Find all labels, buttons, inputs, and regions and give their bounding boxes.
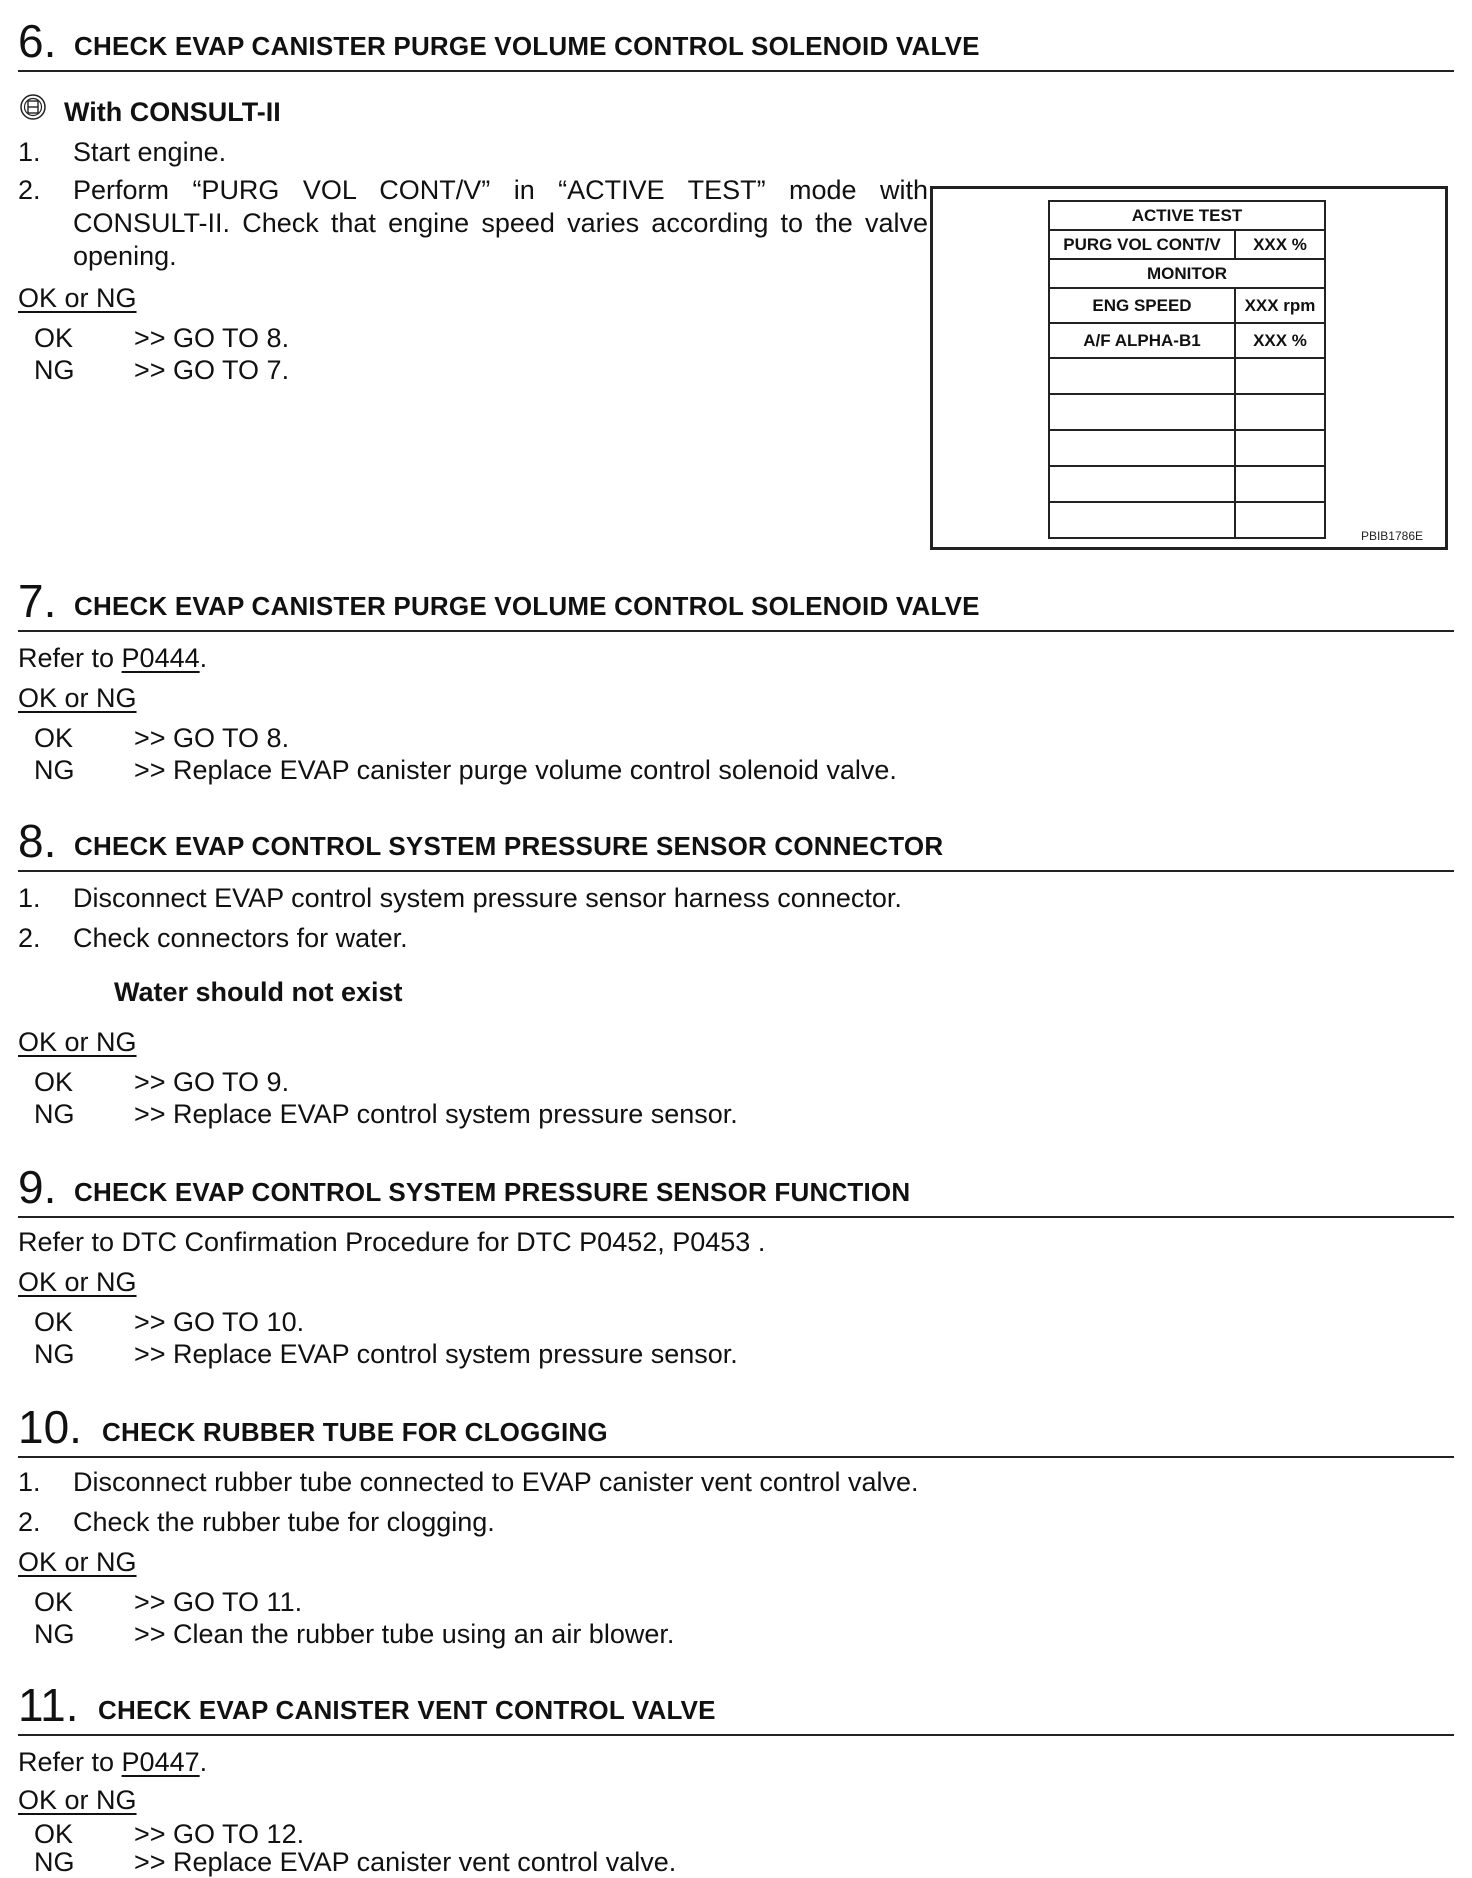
step-11-ok-or-ng: OK or NG [18, 1785, 137, 1815]
step-10-ok-or-ng: OK or NG [18, 1547, 137, 1577]
step-10-ng-label: NG [34, 1619, 75, 1649]
empty-cell [1235, 430, 1325, 466]
step-6-item-2-text: Perform “PURG VOL CONT/V” in “ACTIVE TEST” mode with CONSULT-II. Check that engine speed varies according to the valve opening. [73, 175, 928, 271]
step-7-refer [18, 642, 207, 674]
step-11-refer [18, 1746, 207, 1778]
p0447-link[interactable]: P0447 [121, 1747, 200, 1777]
step-10-title: CHECK RUBBER TUBE FOR CLOGGING [102, 1417, 608, 1447]
purg-vol-cont-value: XXX % [1235, 230, 1325, 259]
step-10-item-2-number: 2. [18, 1507, 41, 1537]
step-7-ok-or-ng: OK or NG [18, 683, 137, 713]
empty-cell [1049, 502, 1235, 538]
step-6-item-1-number: 1. [18, 137, 41, 167]
step-7-ng-action: >> Replace EVAP canister purge volume control solenoid valve. [134, 755, 897, 785]
af-alpha-value: XXX % [1235, 323, 1325, 358]
step-11-ok-action: >> GO TO 12. [134, 1819, 305, 1849]
step-10-ng-action: >> Clean the rubber tube using an air blower. [134, 1619, 675, 1649]
step-8-ok-or-ng: OK or NG [18, 1027, 137, 1057]
step-8-title: CHECK EVAP CONTROL SYSTEM PRESSURE SENSOR CONNECTOR [74, 831, 944, 861]
step-6-ng-action: >> GO TO 7. [134, 355, 290, 385]
step-10-item-2-text: Check the rubber tube for clogging. [73, 1507, 495, 1537]
step-7-ok-action: >> GO TO 8. [134, 723, 290, 753]
step-10-item-1-number: 1. [18, 1467, 41, 1497]
empty-cell [1049, 466, 1235, 502]
step-7-title: CHECK EVAP CANISTER PURGE VOLUME CONTROL SOLENOID VALVE [74, 591, 980, 621]
step-7-refer-suffix: . [199, 643, 208, 673]
step-6-header [18, 8, 1454, 72]
purg-vol-cont-label: PURG VOL CONT/V [1049, 230, 1235, 259]
step-8-item-1-number: 1. [18, 883, 41, 913]
step-8-item-1-text: Disconnect EVAP control system pressure sensor harness connector. [73, 883, 902, 913]
step-8-ok-action: >> GO TO 9. [134, 1067, 290, 1097]
step-8-ok-label: OK [34, 1067, 74, 1097]
step-10-ok-label: OK [34, 1587, 74, 1617]
step-8-ng-label: NG [34, 1099, 75, 1129]
step-9-title: CHECK EVAP CONTROL SYSTEM PRESSURE SENSOR FUNCTION [74, 1177, 911, 1207]
step-9-ok-or-ng: OK or NG [18, 1267, 137, 1297]
step-9-header [18, 1154, 1454, 1218]
step-11-ng-action: >> Replace EVAP canister vent control valve. [134, 1847, 677, 1877]
eng-speed-label: ENG SPEED [1049, 288, 1235, 323]
step-8-item-2-text: Check connectors for water. [73, 923, 408, 953]
step-11-number: 11. [18, 1679, 79, 1731]
step-11-refer-prefix: Refer to [18, 1747, 122, 1777]
step-11-title: CHECK EVAP CANISTER VENT CONTROL VALVE [98, 1695, 716, 1725]
empty-cell [1235, 502, 1325, 538]
step-7-refer-prefix: Refer to [18, 643, 122, 673]
step-9-refer: Refer to DTC Confirmation Procedure for DTC P0452, P0453 . [18, 1227, 766, 1257]
step-6-ok-label: OK [34, 323, 74, 353]
step-11-refer-suffix: . [199, 1747, 208, 1777]
step-7-number: 7. [18, 575, 57, 627]
consult-label: With CONSULT-II [64, 97, 281, 127]
step-6-number: 6. [18, 15, 57, 67]
step-8-ng-action: >> Replace EVAP control system pressure sensor. [134, 1099, 738, 1129]
step-7-ng-label: NG [34, 755, 75, 785]
step-6-ng-label: NG [34, 355, 75, 385]
empty-cell [1049, 394, 1235, 430]
step-7-header [18, 568, 1454, 632]
step-8-number: 8. [18, 815, 57, 867]
figure-code: PBIB1786E [1360, 529, 1423, 543]
active-test-table [1048, 200, 1326, 539]
step-11-header [18, 1672, 1454, 1736]
step-9-ng-label: NG [34, 1339, 75, 1369]
step-7-ok-label: OK [34, 723, 74, 753]
step-8-item-2-number: 2. [18, 923, 41, 953]
step-11-ng-label: NG [34, 1847, 75, 1877]
empty-cell [1235, 358, 1325, 394]
step-10-item-1-text: Disconnect rubber tube connected to EVAP canister vent control valve. [73, 1467, 919, 1497]
step-11-ok-label: OK [34, 1819, 74, 1849]
step-9-ok-label: OK [34, 1307, 74, 1337]
step-8-header [18, 808, 1454, 872]
eng-speed-value: XXX rpm [1235, 288, 1325, 323]
empty-cell [1049, 430, 1235, 466]
step-8-note: Water should not exist [114, 977, 403, 1007]
empty-cell [1235, 394, 1325, 430]
p0444-link[interactable]: P0444 [121, 643, 200, 673]
consult-active-test-figure [930, 186, 1448, 550]
step-10-header [18, 1394, 1454, 1458]
step-10-ok-action: >> GO TO 11. [134, 1587, 303, 1617]
step-10-number: 10. [18, 1401, 82, 1453]
step-6-item-1-text: Start engine. [73, 137, 227, 167]
step-9-ok-action: >> GO TO 10. [134, 1307, 305, 1337]
step-6-item-2-number: 2. [18, 175, 41, 205]
active-test-header: ACTIVE TEST [1049, 201, 1325, 230]
empty-cell [1235, 466, 1325, 502]
af-alpha-label: A/F ALPHA-B1 [1049, 323, 1235, 358]
consult-tool-icon [18, 92, 48, 122]
step-6-ok-or-ng: OK or NG [18, 283, 137, 313]
step-6-title: CHECK EVAP CANISTER PURGE VOLUME CONTROL SOLENOID VALVE [74, 31, 980, 61]
monitor-header: MONITOR [1049, 259, 1325, 288]
step-9-number: 9. [18, 1161, 57, 1213]
step-9-ng-action: >> Replace EVAP control system pressure sensor. [134, 1339, 738, 1369]
empty-cell [1049, 358, 1235, 394]
step-6-ok-action: >> GO TO 8. [134, 323, 290, 353]
